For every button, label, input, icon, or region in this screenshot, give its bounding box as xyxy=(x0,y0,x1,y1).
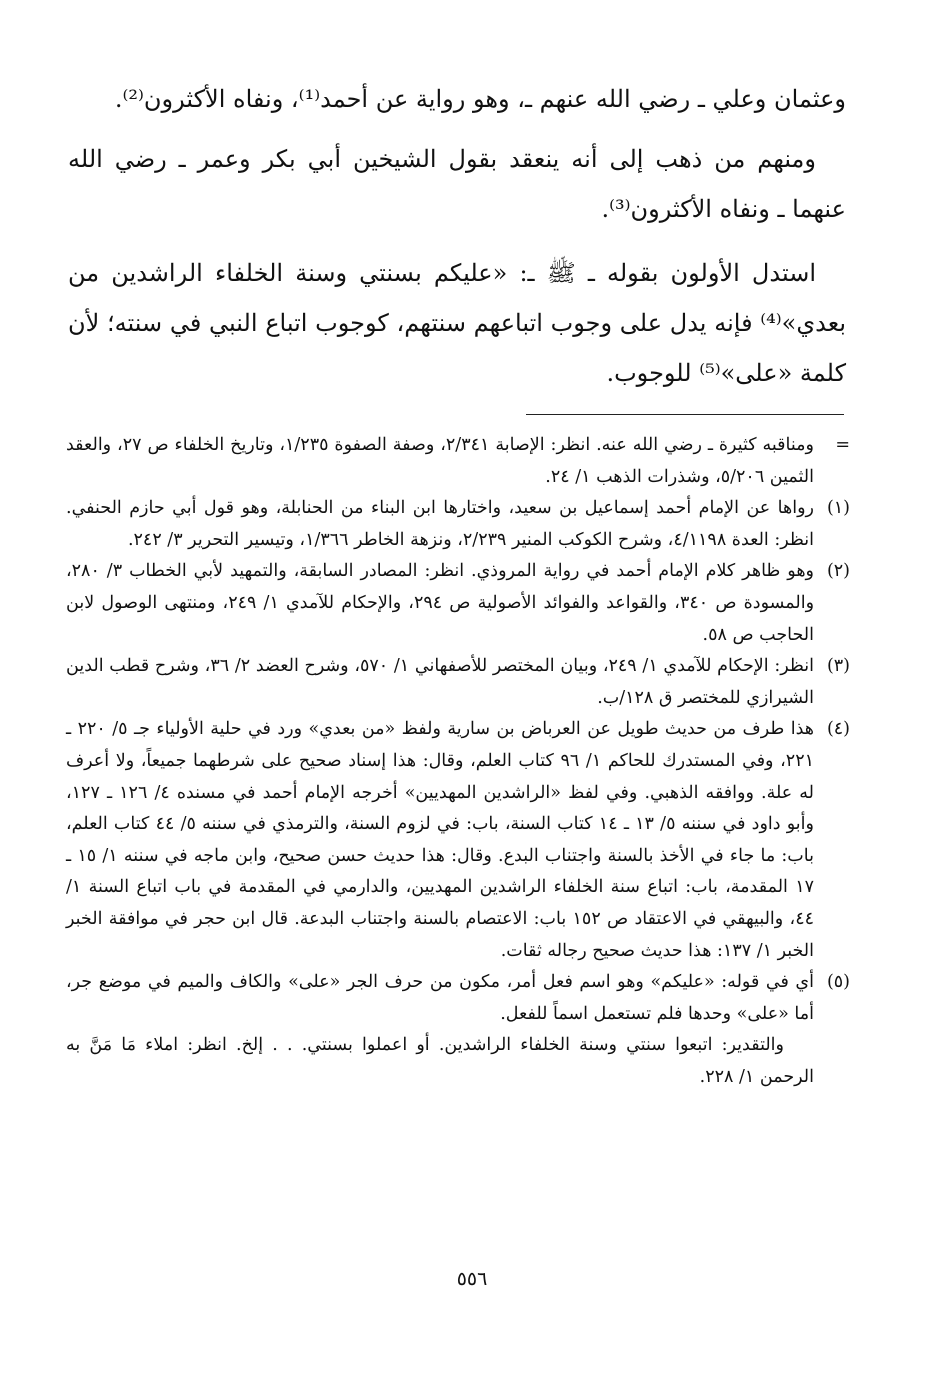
footnote-subtext: والتقدير: اتبعوا سنتي وسنة الخلفاء الراشدين. أو اعملوا بسنتي. . . إلخ. انظر: املاء مَا مَنَّ به الرحمن ١/ ٢٢٨. xyxy=(66,1035,814,1087)
footnote-number: (٤) xyxy=(826,719,850,740)
continuation-marker: = xyxy=(835,435,850,455)
page-number: ٥٥٦ xyxy=(456,1268,488,1290)
footnote-3 xyxy=(66,651,850,714)
main-text xyxy=(68,74,846,398)
footnote-continuation xyxy=(66,430,850,493)
footnotes xyxy=(66,430,850,1093)
footnote-text: أي في قوله: «عليكم» وهو اسم فعل أمر، مكون من حرف الجر «على» والكاف والميم في موضع جر، أما «على» وحدها فلم تستعمل اسماً للفعل. xyxy=(66,972,814,1024)
paragraph-1: وعثمان وعلي ـ رضي الله عنهم ـ، وهو رواية عن أحمد⁽¹⁾، ونفاه الأكثرون⁽²⁾. xyxy=(114,85,846,113)
footnote-number: (١) xyxy=(826,498,850,519)
footnote-text: هذا طرف من حديث طويل عن العرباض بن سارية ولفظ «من بعدي» ورد في حلية الأولياء جـ ٥/ ٢٢٠ ـ ٢٢١، وفي المستدرك للحاكم ١/ ٩٦ كتاب العلم، وقال: هذا إسناد صحيح على شرطهما جميعاً، ولا أعرف له علة. ووافقه الذهبي. وفي لفظ «الراشدين المهديين» أخرجه الإمام أحمد في مسنده ٤/ ١٢٦ ـ ١٢٧، وأبو داود في سننه ٥/ ١٣ ـ ١٤ كتاب السنة، باب: في لزوم السنة، والترمذي في سننه ٥/ ٤٤ كتاب العلم، باب: ما جاء في الأخذ بالسنة واجتناب البدع. وقال: هذا حديث حسن صحيح، وابن ماجه في سننه ١/ ١٥ ـ ١٧ المقدمة، باب: اتباع سنة الخلفاء الراشدين المهديين، والدارمي في المقدمة في باب اتباع السنة ١/ ٤٤، والبيهقي في الاعتقاد ص ١٥٢ باب: الاعتصام بالسنة واجتناب البدعة. قال ابن حجر في موافقة الخبر الخبر ١/ ١٣٧: هذا حديث صحيح رجاله ثقات. xyxy=(66,719,814,961)
footnote-number: (٣) xyxy=(826,656,850,677)
footnote-2 xyxy=(66,556,850,651)
footnote-5 xyxy=(66,967,850,1093)
footnote-4 xyxy=(66,714,850,967)
paragraph-2: ومنهم من ذهب إلى أنه ينعقد بقول الشيخين أبي بكر وعمر ـ رضي الله عنهما ـ ونفاه الأكثرون⁽³⁾. xyxy=(68,145,846,223)
footnote-text: رواها عن الإمام أحمد إسماعيل بن سعيد، واختارها ابن البناء من الحنابلة، وهو قول أبي حازم الحنفي. انظر: العدة ٤/١١٩٨، وشرح الكوكب المنير ٢/٢٣٩، ونزهة الخاطر ١/٣٦٦، وتيسير التحرير ٣/ ٢٤٢. xyxy=(66,498,814,550)
footnote-text: وهو ظاهر كلام الإمام أحمد في رواية المروذي. انظر: المصادر السابقة، والتمهيد لأبي الخطاب ٣/ ٢٨٠، والمسودة ص ٣٤٠، والقواعد والفوائد الأصولية ص ٢٩٤، والإحكام للآمدي ١/ ٢٤٩، ومنتهى الوصول لابن الحاجب ص ٥٨. xyxy=(66,561,815,645)
paragraph-3: استدل الأولون بقوله ـ ﷺ ـ: «عليكم بسنتي وسنة الخلفاء الراشدين من بعدي»⁽⁴⁾ فإنه يدل على وجوب اتباعهم سنتهم، كوجوب اتباع النبي في سنته؛ لأن كلمة «على»⁽⁵⁾ للوجوب. xyxy=(68,259,846,387)
footnote-separator xyxy=(526,414,844,415)
footnote-text: انظر: الإحكام للآمدي ١/ ٢٤٩، وبيان المختصر للأصفهاني ١/ ٥٧٠، وشرح العضد ٢/ ٣٦، وشرح قطب الدين الشيرازي للمختصر ق ١٢٨/ب. xyxy=(66,656,814,708)
footnote-number: (٥) xyxy=(826,972,850,993)
footnote-text: ومناقبه كثيرة ـ رضي الله عنه. انظر: الإصابة ٢/٣٤١، وصفة الصفوة ١/٢٣٥، وتاريخ الخلفاء ص ٢٧، والعقد الثمين ٥/٢٠٦، وشذرات الذهب ١/ ٢٤. xyxy=(66,435,814,487)
footnote-1 xyxy=(66,493,850,556)
footnote-number: (٢) xyxy=(826,561,850,582)
